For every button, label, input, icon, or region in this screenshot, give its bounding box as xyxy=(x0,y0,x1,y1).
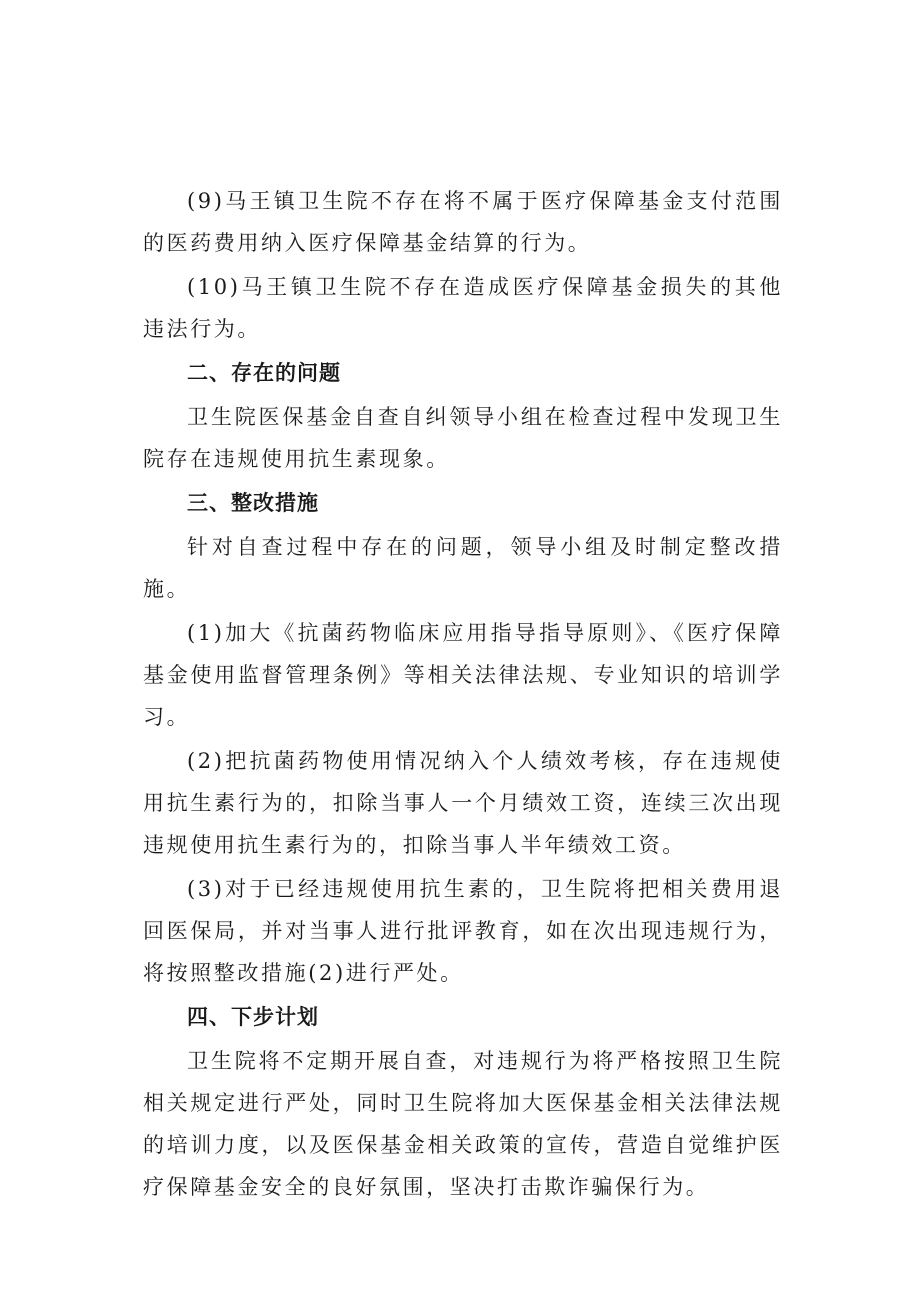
section-heading-plan: 四、下步计划 xyxy=(187,1005,319,1029)
document-body xyxy=(143,180,783,1210)
paragraph-measure-1: (1)加大《抗菌药物临床应用指导指导原则》、《医疗保障基金使用监督管理条例》等相关法律法规、专业知识的培训学习。 xyxy=(143,621,783,729)
paragraph-item-9: (9)马王镇卫生院不存在将不属于医疗保障基金支付范围的医药费用纳入医疗保障基金结算的行为。 xyxy=(143,189,783,255)
paragraph-problems: 卫生院医保基金自查自纠领导小组在检查过程中发现卫生院存在违规使用抗生素现象。 xyxy=(143,405,783,471)
paragraph-measure-2: (2)把抗菌药物使用情况纳入个人绩效考核，存在违规使用抗生素行为的，扣除当事人一个月绩效工资，连续三次出现违规使用抗生素行为的，扣除当事人半年绩效工资。 xyxy=(143,749,783,857)
paragraph-plan: 卫生院将不定期开展自查，对违规行为将严格按照卫生院相关规定进行严处，同时卫生院将加大医保基金相关法律法规的培训力度，以及医保基金相关政策的宣传，营造自觉维护医疗保障基金安全的良好氛围，坚决打击欺诈骗保行为。 xyxy=(143,1049,783,1199)
paragraph-measure-3: (3)对于已经违规使用抗生素的，卫生院将把相关费用退回医保局，并对当事人进行批评教育，如在次出现违规行为，将按照整改措施(2)进行严处。 xyxy=(143,877,783,985)
section-heading-measures: 三、整改措施 xyxy=(187,491,319,515)
paragraph-measures-intro: 针对自查过程中存在的问题，领导小组及时制定整改措施。 xyxy=(143,535,783,601)
section-heading-problems: 二、存在的问题 xyxy=(187,361,341,385)
paragraph-item-10: (10)马王镇卫生院不存在造成医疗保障基金损失的其他违法行为。 xyxy=(143,275,783,341)
